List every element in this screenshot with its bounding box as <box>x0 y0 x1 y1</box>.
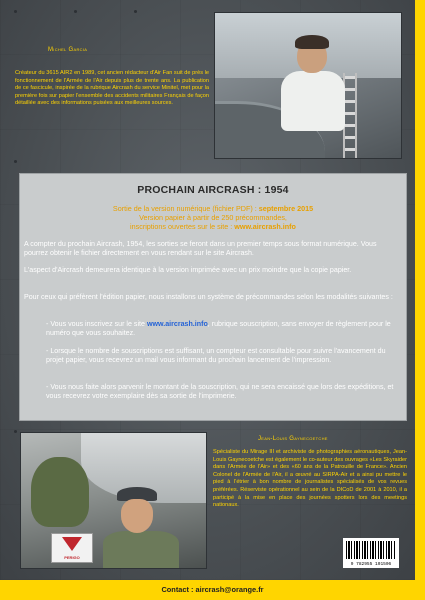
announce-link[interactable]: www.aircrash.info <box>234 222 296 231</box>
top-author-name: Michel Garcia <box>48 47 88 53</box>
paragraph-2: L'aspect d'Aircrash demeurera identique à la version imprimée avec un prix moindre que la copie papier. <box>24 266 352 274</box>
bullet-1 <box>46 320 402 339</box>
barcode-bars <box>346 541 396 559</box>
rivet <box>14 430 17 433</box>
panel-title: PROCHAIN AIRCRASH : 1954 <box>137 184 289 196</box>
bullet-1-suffix: , rubrique souscription, sans envoyer de règlement pour le numéro que vous souhaitez. <box>46 320 391 338</box>
author-photo-michel-garcia <box>214 12 402 159</box>
rivet <box>74 10 77 13</box>
announce-line-3 <box>20 222 406 231</box>
bottom-author-name: Jean-Louis Gaynecoetche <box>258 436 328 442</box>
bullet-3: - Vous nous faite alors parvenir le montant de la souscription, qui ne sera encaissé que lors des expéditions, et vous recevrez votre exemplaire dès sa sortie de l'imprimerie. <box>46 383 394 401</box>
badge-logo <box>51 533 93 563</box>
announce-3-prefix: inscriptions ouvertes sur le site : <box>130 222 235 231</box>
rivet <box>134 10 137 13</box>
paragraph-3: Pour ceux qui préfèrent l'édition papier, nous installons un système de précommandes selon les modalités suivantes : <box>24 293 393 301</box>
announce-1-prefix: Sortie de la version numérique (fichier PDF) : <box>112 204 259 213</box>
contact-email[interactable]: aircrash@orange.fr <box>195 585 264 594</box>
contact-footer <box>0 580 425 600</box>
paragraph-1: A compter du prochain Aircrash, 1954, les sorties se feront dans un premier temps sous format numérique. Vous pourrez obtenir le fichier directement en vous rendant sur le site Aircrash. <box>24 240 377 258</box>
badge-text: PERIGO <box>64 555 80 560</box>
contact-label: Contact : <box>161 585 196 594</box>
barcode-number: 9 782955 101506 <box>350 562 392 567</box>
bullet-1-prefix: - Vous vous inscrivez sur le site <box>46 320 147 328</box>
bullet-1-link[interactable]: www.aircrash.info <box>146 320 208 328</box>
bullet-2: - Lorsque le nombre de souscriptions est suffisant, un compteur est consultable pour suivre l'avancement du projet papier, vous recevrez un mail vous informant du prochain lancement de l'impression. <box>46 347 386 365</box>
author-photo-jean-louis <box>20 432 207 569</box>
announcement-panel <box>19 173 407 421</box>
rivet <box>14 160 17 163</box>
bottom-author-bio: Spécialiste du Mirage III et archiviste de photographies aéronautiques, Jean-Louis Gaynecoetche est également le co-auteur des ouvrages «Les Skyraider dans l'Armée de l'Air» et des «60 ans de la Patrouille de France». Ancien Colonel de l'Armée de l'Air, il a œuvré au SIRPA-Air et a ainsi pu mettre le pied à l'étrier à bon nombre de journalistes spécialisés de vos revues préférées. Réserviste opérationnel au sein de la DICoD de 2001 à 2010, il a participé à la mise en place des journées spotters lors des meetings nationaux. <box>213 449 407 509</box>
top-author-bio: Créateur du 3615 AIR2 en 1989, cet ancien rédacteur d'Air Fan suit de près le fonctionnement de l'Armée de l'Air depuis plus de trente ans. La publication de ce fascicule, inspirée de la rubrique Aircrash du service Minitel, met pour la première fois sur papier l'ensemble des accidents militaires Français de façon détaillée avec des informations puisées aux meilleures sources. <box>15 70 209 107</box>
announce-line-2: Version papier à partir de 250 précommandes, <box>139 213 287 222</box>
release-date: septembre 2015 <box>258 204 314 213</box>
rivet <box>14 10 17 13</box>
announce-line-1 <box>20 204 406 213</box>
isbn-barcode <box>343 538 399 568</box>
